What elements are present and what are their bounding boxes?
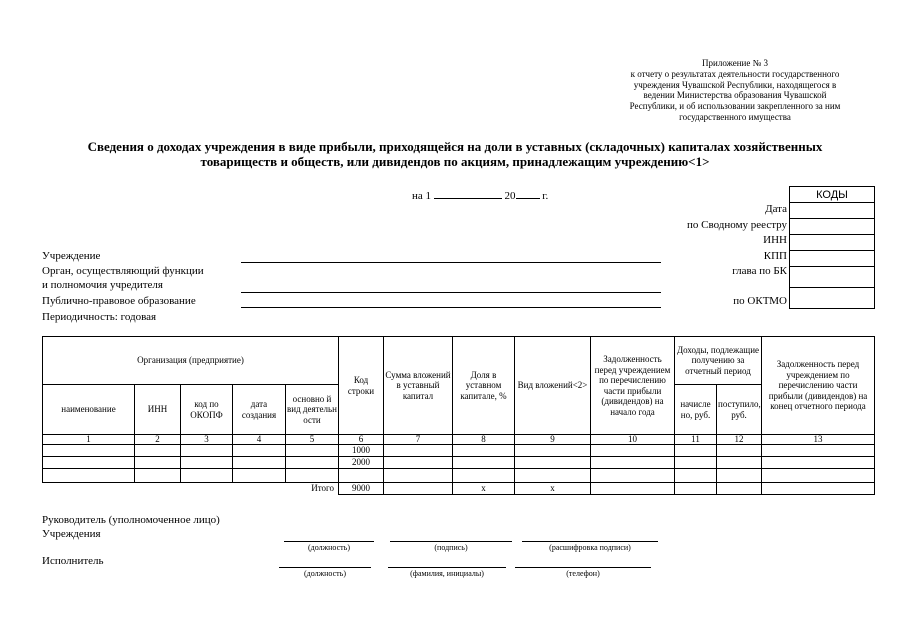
- head-label-2: Учреждения: [42, 528, 101, 540]
- col-line-code: Код строки: [339, 337, 384, 435]
- income-table: [42, 336, 875, 495]
- cell[interactable]: [453, 469, 515, 483]
- col-debt-end: Задолженность перед учреждением по перечислению части прибыли (дивидендов) на конец отчетного периода: [762, 337, 875, 435]
- total-type: x: [515, 483, 591, 495]
- executor-phone-field[interactable]: [515, 567, 651, 568]
- cell[interactable]: [453, 445, 515, 457]
- head-name-field[interactable]: [522, 541, 658, 542]
- col-number: 13: [762, 435, 875, 445]
- row-code: 1000: [339, 445, 384, 457]
- appendix-note: [600, 58, 870, 123]
- col-number: 6: [339, 435, 384, 445]
- cell[interactable]: [135, 469, 181, 483]
- cell[interactable]: [339, 469, 384, 483]
- cell[interactable]: [286, 445, 339, 457]
- head-position-field[interactable]: [284, 541, 374, 542]
- cell[interactable]: [675, 469, 717, 483]
- date-month-field[interactable]: [434, 188, 502, 199]
- appendix-line: Приложение № 3: [702, 58, 768, 68]
- code-date-cell[interactable]: [790, 203, 875, 219]
- col-org-inn: ИНН: [135, 385, 181, 435]
- label-periodicity: Периодичность: годовая: [42, 311, 157, 323]
- total-received-cell[interactable]: [717, 483, 762, 495]
- date-prefix: на 1: [412, 190, 432, 202]
- row-code: 2000: [339, 457, 384, 469]
- cell[interactable]: [181, 457, 233, 469]
- label-kpp: КПП: [763, 250, 787, 262]
- total-sum-cell[interactable]: [384, 483, 453, 495]
- label-founder-1: Орган, осуществляющий функции: [42, 265, 204, 277]
- cell[interactable]: [675, 457, 717, 469]
- cell[interactable]: [181, 469, 233, 483]
- code-registry-cell[interactable]: [790, 219, 875, 235]
- cell[interactable]: [453, 457, 515, 469]
- caption-executor-name: (фамилия, инициалы): [410, 569, 484, 578]
- label-registry: по Сводному реестру: [687, 219, 787, 231]
- cell[interactable]: [43, 457, 135, 469]
- col-investment-sum: Сумма вложений в уставный капитал: [384, 337, 453, 435]
- col-number: 2: [135, 435, 181, 445]
- caption-executor-position: (должность): [304, 569, 346, 578]
- cell[interactable]: [233, 457, 286, 469]
- income-header: Доходы, подлежащие получению за отчетный период: [675, 337, 762, 385]
- total-code: 9000: [339, 483, 384, 495]
- total-share: x: [453, 483, 515, 495]
- cell[interactable]: [233, 445, 286, 457]
- cell[interactable]: [181, 445, 233, 457]
- col-number: 10: [591, 435, 675, 445]
- cell[interactable]: [384, 445, 453, 457]
- col-org-name: наименование: [43, 385, 135, 435]
- document-title: [40, 139, 870, 169]
- table-row: [43, 445, 875, 457]
- col-number: 3: [181, 435, 233, 445]
- institution-field[interactable]: [241, 262, 661, 263]
- caption-signature: (подпись): [434, 543, 468, 552]
- cell[interactable]: [515, 445, 591, 457]
- cell[interactable]: [591, 445, 675, 457]
- label-oktmo: по ОКТМО: [733, 295, 787, 307]
- cell[interactable]: [286, 469, 339, 483]
- col-org-okopf: код по ОКОПФ: [181, 385, 233, 435]
- total-debt-start-cell[interactable]: [591, 483, 675, 495]
- label-date: Дата: [765, 203, 787, 215]
- table-row: [43, 457, 875, 469]
- total-debt-end-cell[interactable]: [762, 483, 875, 495]
- executor-position-field[interactable]: [279, 567, 371, 568]
- cell[interactable]: [43, 469, 135, 483]
- cell[interactable]: [717, 445, 762, 457]
- executor-label: Исполнитель: [42, 555, 104, 567]
- col-org-activity: основно й вид деятельн ости: [286, 385, 339, 435]
- cell[interactable]: [135, 445, 181, 457]
- col-investment-type: Вид вложений<2>: [515, 337, 591, 435]
- column-numbers-row: [43, 435, 875, 445]
- cell[interactable]: [384, 457, 453, 469]
- date-year-field[interactable]: [516, 188, 540, 199]
- cell[interactable]: [762, 469, 875, 483]
- cell[interactable]: [515, 469, 591, 483]
- appendix-line: ведении Министерства образования Чувашской: [643, 90, 827, 101]
- cell[interactable]: [233, 469, 286, 483]
- title-line-1: Сведения о доходах учреждения в виде прибыли, приходящейся на доли в уставных (складочных) капиталах хозяйственных: [87, 139, 823, 154]
- cell[interactable]: [717, 469, 762, 483]
- executor-name-field[interactable]: [388, 567, 506, 568]
- cell[interactable]: [762, 457, 875, 469]
- code-oktmo-cell[interactable]: [790, 288, 875, 309]
- caption-executor-phone: (телефон): [566, 569, 600, 578]
- col-number: 9: [515, 435, 591, 445]
- codes-header: КОДЫ: [790, 187, 875, 203]
- col-debt-start: Задолженность перед учреждением по перечислению части прибыли (дивидендов) на начало года: [591, 337, 675, 435]
- col-number: 4: [233, 435, 286, 445]
- col-income-accrued: начисле но, руб.: [675, 385, 717, 435]
- date-year-prefix: 20: [504, 190, 516, 202]
- org-header: Организация (предприятие): [43, 337, 339, 385]
- cell[interactable]: [135, 457, 181, 469]
- cell[interactable]: [43, 445, 135, 457]
- report-date: [412, 188, 548, 202]
- total-row: [43, 483, 875, 495]
- cell[interactable]: [591, 457, 675, 469]
- code-bk-cell[interactable]: [790, 267, 875, 288]
- col-number: 1: [43, 435, 135, 445]
- label-institution: Учреждение: [42, 250, 101, 262]
- caption-position: (должность): [308, 543, 350, 552]
- appendix-line: государственного имущества: [679, 111, 791, 122]
- label-public-entity: Публично-правовое образование: [42, 295, 196, 307]
- date-suffix: г.: [542, 190, 549, 202]
- total-accrued-cell[interactable]: [675, 483, 717, 495]
- table-row: [43, 469, 875, 483]
- col-number: 8: [453, 435, 515, 445]
- founder-field[interactable]: [241, 292, 661, 293]
- col-share: Доля в уставном капитале, %: [453, 337, 515, 435]
- col-org-date: дата создания: [233, 385, 286, 435]
- codes-table: [789, 186, 875, 309]
- head-signature-field[interactable]: [390, 541, 512, 542]
- cell[interactable]: [762, 445, 875, 457]
- code-inn-cell[interactable]: [790, 235, 875, 251]
- cell[interactable]: [515, 457, 591, 469]
- col-number: 7: [384, 435, 453, 445]
- cell[interactable]: [591, 469, 675, 483]
- public-entity-field[interactable]: [241, 307, 661, 308]
- col-number: 11: [675, 435, 717, 445]
- label-founder-2: и полномочия учредителя: [42, 279, 163, 291]
- caption-name: (расшифровка подписи): [549, 543, 631, 552]
- cell[interactable]: [286, 457, 339, 469]
- cell[interactable]: [717, 457, 762, 469]
- col-number: 12: [717, 435, 762, 445]
- appendix-line: к отчету о результатах деятельности государственного: [630, 68, 840, 79]
- total-label: Итого: [311, 483, 334, 494]
- label-inn: ИНН: [763, 234, 787, 246]
- appendix-line: учреждения Чувашской Республики, находящегося в: [633, 79, 837, 90]
- col-income-received: поступило, руб.: [717, 385, 762, 435]
- appendix-line: Республики, и об использовании закрепленного за ним: [629, 101, 841, 112]
- col-number: 5: [286, 435, 339, 445]
- title-line-2: товариществ и обществ, или дивидендов по акциям, принадлежащим учреждению<1>: [200, 154, 710, 169]
- head-label-1: Руководитель (уполномоченное лицо): [42, 514, 220, 526]
- cell[interactable]: [384, 469, 453, 483]
- code-kpp-cell[interactable]: [790, 251, 875, 267]
- cell[interactable]: [675, 445, 717, 457]
- label-bk: глава по БК: [732, 265, 787, 277]
